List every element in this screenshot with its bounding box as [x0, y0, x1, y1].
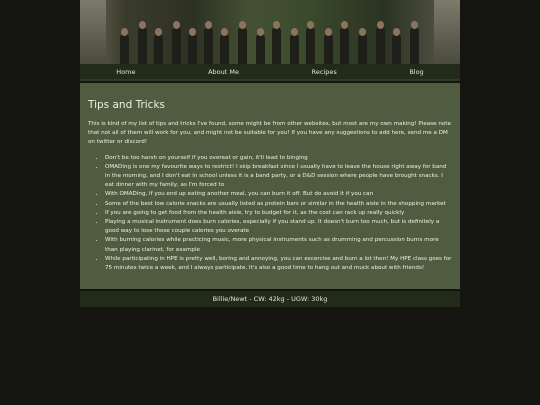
banner-figure	[204, 27, 213, 64]
banner-figure	[188, 34, 197, 64]
banner-figure-head	[307, 21, 314, 29]
nav-recipes-link[interactable]: Recipes	[311, 67, 337, 76]
list-item: • Some of the best low calorie snacks are usually listed as protein bars or similar in the health aisle in the shopping market	[105, 200, 452, 209]
banner-figure	[154, 34, 163, 64]
banner-figure-head	[359, 28, 366, 36]
banner-figure-head	[291, 28, 298, 36]
nav-blog-link[interactable]: Blog	[409, 67, 424, 76]
banner-figure-head	[257, 28, 264, 36]
banner-figure	[340, 27, 349, 64]
banner-figure-head	[239, 21, 246, 29]
banner-figure	[138, 27, 147, 64]
banner-figure	[290, 34, 299, 64]
banner-figure-head	[325, 28, 332, 36]
banner-figure-head	[155, 28, 162, 36]
page-title: Tips and Tricks	[88, 99, 166, 111]
banner-figure	[306, 27, 315, 64]
banner-pillar-left	[80, 0, 106, 64]
main-nav	[80, 64, 460, 81]
banner-figure-head	[411, 21, 418, 29]
list-item: • With burning calories while practicing music, more physical instruments such as drumming and percussion burns more than playing clarinet, for example	[105, 236, 452, 254]
nav-about-me-link[interactable]: About Me	[208, 67, 239, 76]
banner-figure-head	[139, 21, 146, 29]
banner-figure-head	[393, 28, 400, 36]
banner-figure-head	[273, 21, 280, 29]
list-item: • With OMADing, if you end up eating another meal, you can burn it off. But do avoid it if you can	[105, 190, 452, 199]
page-container	[80, 0, 460, 307]
banner-pillar-right	[434, 0, 460, 64]
list-item: • If you are going to get food from the health aisle, try to budget for it, as the cost can rack up really quickly	[105, 209, 452, 218]
banner-figure-head	[189, 28, 196, 36]
list-item: • OMADing is one my favourite ways to restrict! I skip breakfast since I usually have to leave the house right away for band in the morning, and I don't eat in school unless it is a band party, or a D&D session where people have brought snacks. I eat dinner with my family, as I'm forced to	[105, 163, 452, 191]
footer-text: Billie/Newt - CW: 42kg - UGW: 30kg	[212, 295, 328, 303]
banner-figure-head	[341, 21, 348, 29]
list-item: • Playing a musical instrument does burn calories, especially if you stand up. It doesn't burn too much, but is definitely a good way to lose those couple calories you overate	[105, 218, 452, 236]
intro-paragraph: This is kind of my list of tips and tricks I've found, some might be from other websites, but most are my own making! Please note that not all of them will work for you, and might not be suitable for you! If you have any suggestions to add here, send me a DM on twitter or discord!	[88, 121, 451, 146]
banner-figure	[256, 34, 265, 64]
banner-figure	[324, 34, 333, 64]
tips-list	[88, 154, 452, 274]
banner-figure	[120, 34, 129, 64]
banner-figure	[392, 34, 401, 64]
banner-figure	[358, 34, 367, 64]
banner-figure	[410, 27, 419, 64]
banner-figure-head	[121, 28, 128, 36]
banner-figure-head	[221, 28, 228, 36]
list-item: • Don't be too harsh on yourself if you overeat or gain, it'll lead to binging	[105, 154, 452, 163]
banner-figure	[220, 34, 229, 64]
banner-figure	[238, 27, 247, 64]
nav-home-link[interactable]: Home	[116, 67, 136, 76]
banner-figure	[172, 27, 181, 64]
main-content	[80, 83, 460, 289]
banner-figure-head	[377, 21, 384, 29]
banner-figure-head	[205, 21, 212, 29]
banner-figure	[272, 27, 281, 64]
banner-figure-head	[173, 21, 180, 29]
header-banner-image	[80, 0, 460, 64]
list-item: • While participating in HPE is pretty well, boring and annoying, you can excercise and burn a lot then! My HPE class goes for 75 minutes twice a week, and I always participate. It's also a good time to hang out and muck about with friends!	[105, 255, 452, 273]
banner-figure	[376, 27, 385, 64]
page-footer	[80, 291, 460, 307]
